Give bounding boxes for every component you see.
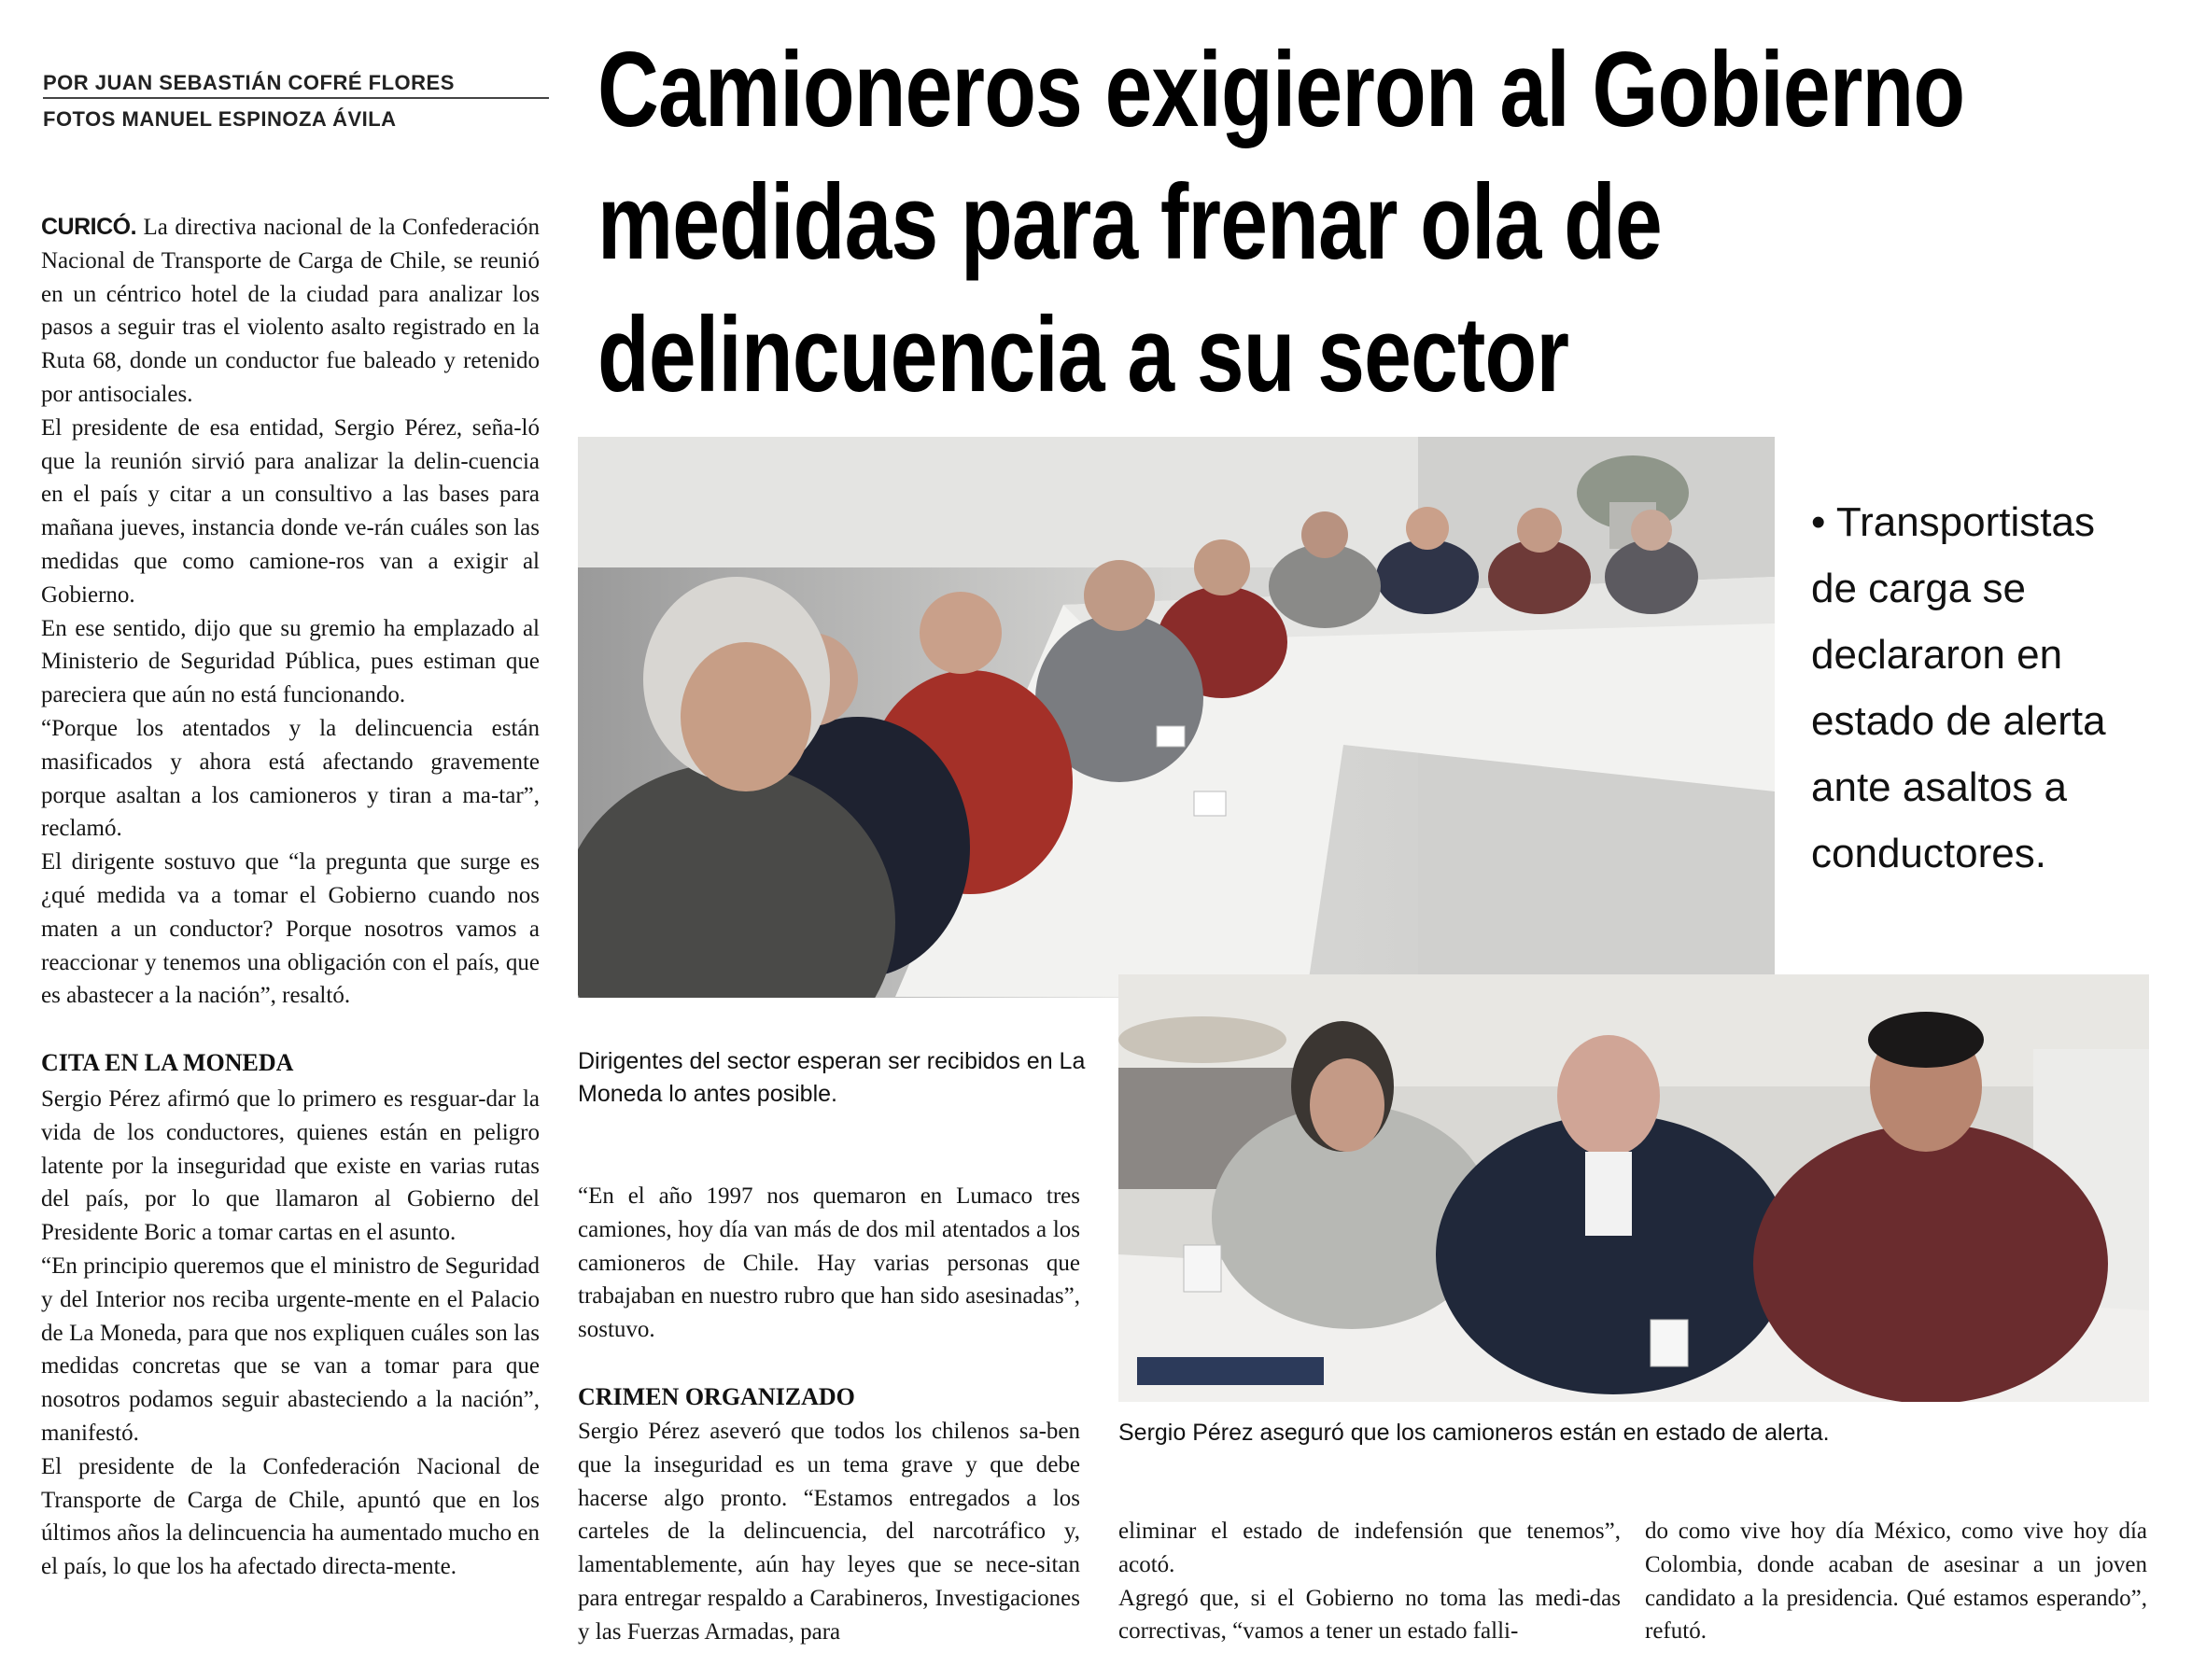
article-column-3 (1118, 1515, 1621, 1648)
paragraph: “Porque los atentados y la delincuencia están masificados y ahora está afectando gravemente porque asaltan a los camioneros y tiran a ma-tar”, reclamó. (41, 715, 540, 842)
article-column-1-continued (41, 1083, 540, 1584)
headline-line-1: Camioneros exigieron al Gobierno (597, 31, 1965, 149)
paragraph (41, 211, 540, 412)
photo-caption-2: Sergio Pérez aseguró que los camioneros están en estado de alerta. (1118, 1420, 1830, 1446)
headline-line-3: delincuencia a su sector (597, 296, 1569, 414)
pullquote-line: declararon en (1811, 632, 2063, 678)
paragraph-text: La directiva nacional de la Confederación Nacional de Transporte de Carga de Chile, se reunió en un céntrico hotel de la ciudad para analizar los pasos a seguir tras el violento asalto registrado en la Ruta 68, donde un conductor fue baleado y retenido por antisociales. (41, 215, 541, 407)
paragraph: El dirigente sostuvo que “la pregunta que surge es ¿qué medida va a tomar el Gobierno cuando nos maten a un conductor? Porque nosotros vamos a reaccionar y tenemos una obligación con el país, que es abastecer a la nación”, resaltó. (41, 849, 540, 1009)
paragraph: eliminar el estado de indefensión que tenemos”, acotó. (1118, 1519, 1621, 1577)
pullquote-line: conductores. (1811, 831, 2046, 876)
subhead-cita-en-la-moneda: CITA EN LA MONEDA (41, 1049, 294, 1076)
paragraph: do como vive hoy día México, como vive hoy día Colombia, donde acaban de asesinar a un joven candidato a la presidencia. Qué estamos esperando”, refutó. (1645, 1519, 2147, 1645)
article-column-4 (1645, 1515, 2147, 1648)
paragraph: “En principio queremos que el ministro de Seguridad y del Interior nos reciba urgente-mente en el Palacio de La Moneda, para que nos expliquen cuáles son las medidas concretas que se van a tomar para que nosotros podamos seguir abasteciendo a la nación”, manifestó. (41, 1253, 540, 1446)
paragraph: El presidente de esa entidad, Sergio Pérez, seña-ló que la reunión sirvió para analizar la delin-cuencia en el país y citar a un consultivo a las bases para mañana jueves, instancia donde ve-rán cuáles son las medidas que como camione-ros van a exigir al Gobierno. (41, 414, 540, 608)
headline-line-2: medidas para frenar ola de (597, 163, 1662, 282)
paragraph: Agregó que, si el Gobierno no toma las medi-das correctivas, “vamos a tener un estado falli- (1118, 1585, 1621, 1645)
paragraph: El presidente de la Confederación Nacional de Transporte de Carga de Chile, apuntó que en los últimos años la delincuencia ha aumentado mucho en el país, lo que los ha afectado directa-mente. (41, 1453, 540, 1580)
pullquote-line: de carga se (1811, 566, 2026, 611)
photo-caption-1: Dirigentes del sector esperan ser recibidos en La Moneda lo antes posible. (578, 1048, 1086, 1107)
pullquote-line: estado de alerta (1811, 698, 2106, 744)
photo-meeting-table (578, 437, 1775, 998)
byline-author: POR JUAN SEBASTIÁN COFRÉ FLORES (43, 71, 455, 94)
pullquote (1811, 489, 2106, 887)
byline-divider (43, 97, 549, 99)
paragraph: En ese sentido, dijo que su gremio ha emplazado al Ministerio de Seguridad Pública, pues estiman que pareciera que aún no está funcionando. (41, 615, 540, 708)
photo-three-leaders (1118, 974, 2149, 1402)
pullquote-line: • Transportistas (1811, 499, 2095, 545)
subhead-crimen-organizado: CRIMEN ORGANIZADO (578, 1383, 855, 1410)
article-column-1 (41, 211, 540, 1013)
article-column-2-continued (578, 1415, 1080, 1649)
paragraph: Sergio Pérez aseveró que todos los chilenos sa-ben que la inseguridad es un tema grave y que debe hacerse algo pronto. “Estamos entregados a los carteles de la delincuencia, del narcotráfico y, lamentablemente, aún hay leyes que se nece-sitan para entregar respaldo a Carabineros, Investigaciones y las Fuerzas Armadas, para (578, 1419, 1080, 1645)
byline-photos: FOTOS MANUEL ESPINOZA ÁVILA (43, 107, 397, 131)
article-column-2 (578, 1180, 1080, 1347)
pullquote-line: ante asaltos a (1811, 764, 2067, 810)
dateline: CURICÓ. (41, 214, 137, 240)
paragraph: Sergio Pérez afirmó que lo primero es resguar-dar la vida de los conductores, quienes están en peligro latente por la inseguridad que existe en varias rutas del país, por lo que llamaron al Gobierno del Presidente Boric a tomar cartas en el asunto. (41, 1086, 540, 1246)
paragraph: “En el año 1997 nos quemaron en Lumaco tres camiones, hoy día van más de dos mil atentados a los camioneros de Chile. Hay varias personas que trabajaban en nuestro rubro que han sido asesinadas”, sostuvo. (578, 1183, 1080, 1343)
